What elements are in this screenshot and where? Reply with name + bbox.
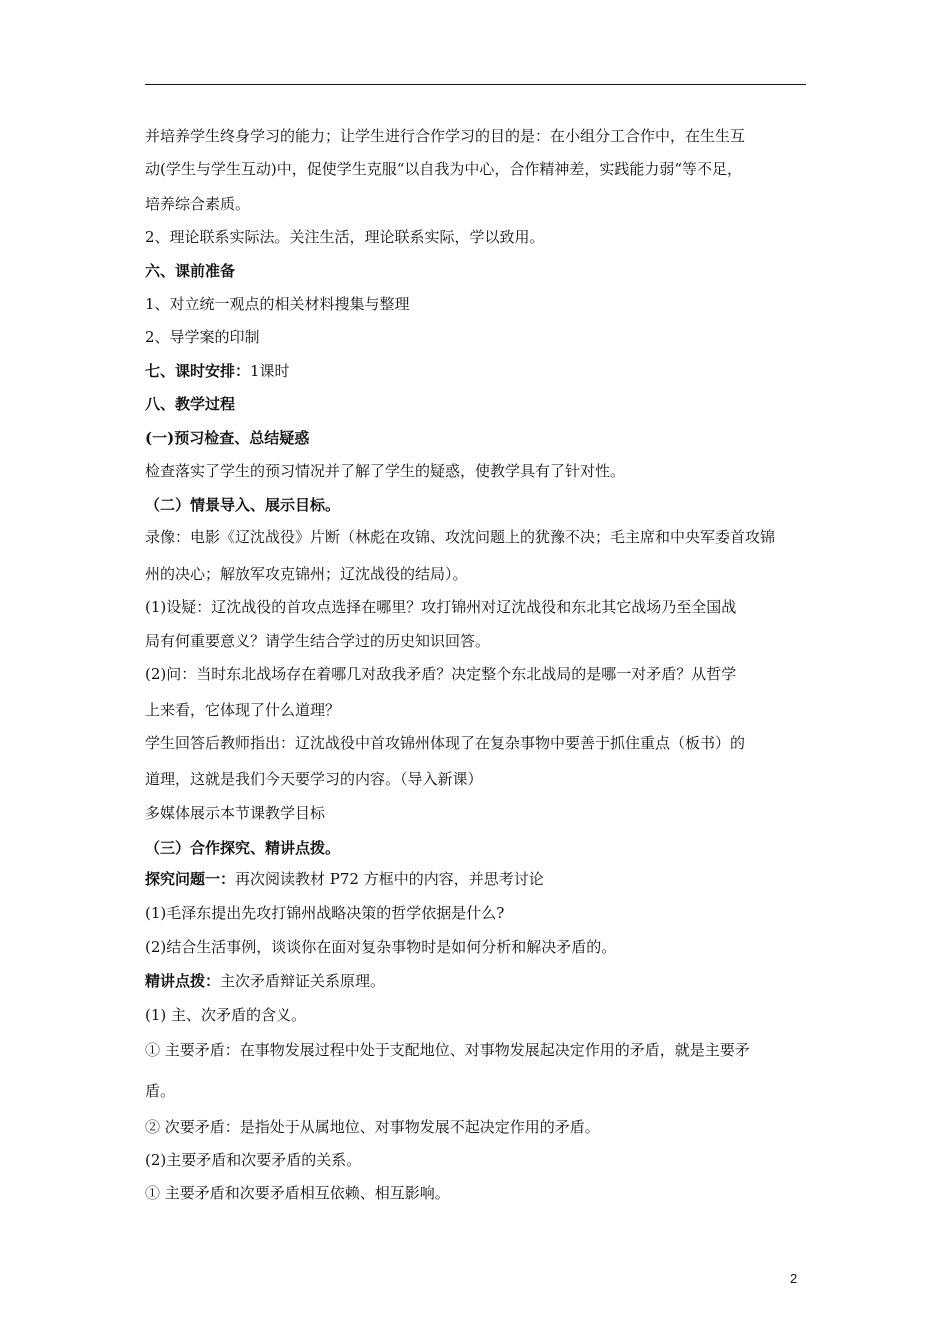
line-text: 录像：电影《辽沈战役》片断（林彪在攻锦、攻沈问题上的犹豫不决；毛主席和中央军委首攻锦 xyxy=(145,528,776,546)
bold-label: (一)预习检查、总结疑惑 xyxy=(145,429,310,447)
section-heading xyxy=(145,495,806,515)
text-line xyxy=(145,937,806,957)
line-text: (1)毛泽东提出先攻打锦州战略决策的哲学依据是什么? xyxy=(145,904,505,922)
line-text: 1、对立统一观点的相关材料搜集与整理 xyxy=(145,295,410,313)
bold-label: （三）合作探究、精讲点拨。 xyxy=(145,839,341,857)
text-line xyxy=(145,194,806,214)
line-text: 多媒体展示本节课教学目标 xyxy=(145,804,326,822)
line-text: (1)设疑：辽沈战役的首攻点选择在哪里？攻打锦州对辽沈战役和东北其它战场乃至全国战 xyxy=(145,598,737,616)
text-line xyxy=(145,1040,806,1060)
line-text: ② 次要矛盾：是指处于从属地位、对事物发展不起决定作用的矛盾。 xyxy=(145,1118,600,1136)
text-line xyxy=(145,327,806,347)
bold-label: 探究问题一： xyxy=(145,870,236,888)
text-line xyxy=(145,1183,806,1203)
bold-label: 八、教学过程 xyxy=(145,395,236,413)
line-text: 局有何重要意义？请学生结合学过的历史知识回答。 xyxy=(145,632,491,650)
bold-label: （二）情景导入、展示目标。 xyxy=(145,496,341,514)
text-line xyxy=(145,294,806,314)
text-line xyxy=(145,803,806,823)
page-number: 2 xyxy=(790,1271,798,1286)
line-text: 动(学生与学生互动)中，促使学生克服“以自我为中心，合作精神差，实践能力弱“等不足， xyxy=(145,160,743,178)
text-line xyxy=(145,769,806,789)
line-text: ① 主要矛盾和次要矛盾相互依赖、相互影响。 xyxy=(145,1184,450,1202)
line-text: 2、导学案的印制 xyxy=(145,328,260,346)
section-heading xyxy=(145,838,806,858)
text-line xyxy=(145,361,806,381)
line-text: (1) 主、次矛盾的含义。 xyxy=(145,1006,307,1024)
bold-label: 精讲点拨： xyxy=(145,972,221,990)
text-line xyxy=(145,733,806,753)
line-text: 培养综合素质。 xyxy=(145,195,251,213)
text-line xyxy=(145,597,806,617)
line-text: 州的决心；解放军攻克锦州；辽沈战役的结局）。 xyxy=(145,565,468,583)
text-line xyxy=(145,227,806,247)
line-text: 上来看，它体现了什么道理？ xyxy=(145,701,341,719)
line-text: 道理，这就是我们今天要学习的内容。（导入新课） xyxy=(145,770,483,788)
text-line xyxy=(145,527,806,547)
text-line xyxy=(145,700,806,720)
line-text: (2)问：当时东北战场存在着哪几对敌我矛盾？决定整个东北战局的是哪一对矛盾？从哲学 xyxy=(145,665,737,683)
text-line xyxy=(145,903,806,923)
line-text: ① 主要矛盾：在事物发展过程中处于支配地位、对事物发展起决定作用的矛盾，就是主要矛 xyxy=(145,1041,750,1059)
line-text: 盾。 xyxy=(145,1082,176,1100)
text-line xyxy=(145,159,806,179)
text-line xyxy=(145,1117,806,1137)
text-line xyxy=(145,971,806,991)
line-text: (2)主要矛盾和次要矛盾的关系。 xyxy=(145,1151,362,1169)
text-line xyxy=(145,869,806,889)
section-heading xyxy=(145,261,806,281)
text-line xyxy=(145,664,806,684)
line-text: 再次阅读教材 P72 方框中的内容，并思考讨论 xyxy=(235,870,544,888)
line-text: 2、理论联系实际法。关注生活，理论联系实际，学以致用。 xyxy=(145,228,545,246)
line-text: 检查落实了学生的预习情况并了解了学生的疑惑，使教学具有了针对性。 xyxy=(145,462,626,480)
bold-label: 六、课前准备 xyxy=(145,262,236,280)
line-text: 学生回答后教师指出：辽沈战役中首攻锦州体现了在复杂事物中要善于抓住重点（板书）的 xyxy=(145,734,746,752)
text-line xyxy=(145,461,806,481)
text-line xyxy=(145,1005,806,1025)
bold-label: 七、课时安排： xyxy=(145,362,251,380)
text-line xyxy=(145,564,806,584)
line-text: 主次矛盾辩证关系原理。 xyxy=(220,972,386,990)
text-line xyxy=(145,126,806,146)
text-line xyxy=(145,1150,806,1170)
line-text: 并培养学生终身学习的能力；让学生进行合作学习的目的是：在小组分工合作中，在生生互 xyxy=(145,127,746,145)
section-heading xyxy=(145,428,806,448)
line-text: 1课时 xyxy=(250,362,290,380)
text-line xyxy=(145,631,806,651)
line-text: (2)结合生活事例，谈谈你在面对复杂事物时是如何分析和解决矛盾的。 xyxy=(145,938,617,956)
header-rule xyxy=(145,84,806,85)
text-line xyxy=(145,1081,806,1101)
section-heading xyxy=(145,394,806,414)
